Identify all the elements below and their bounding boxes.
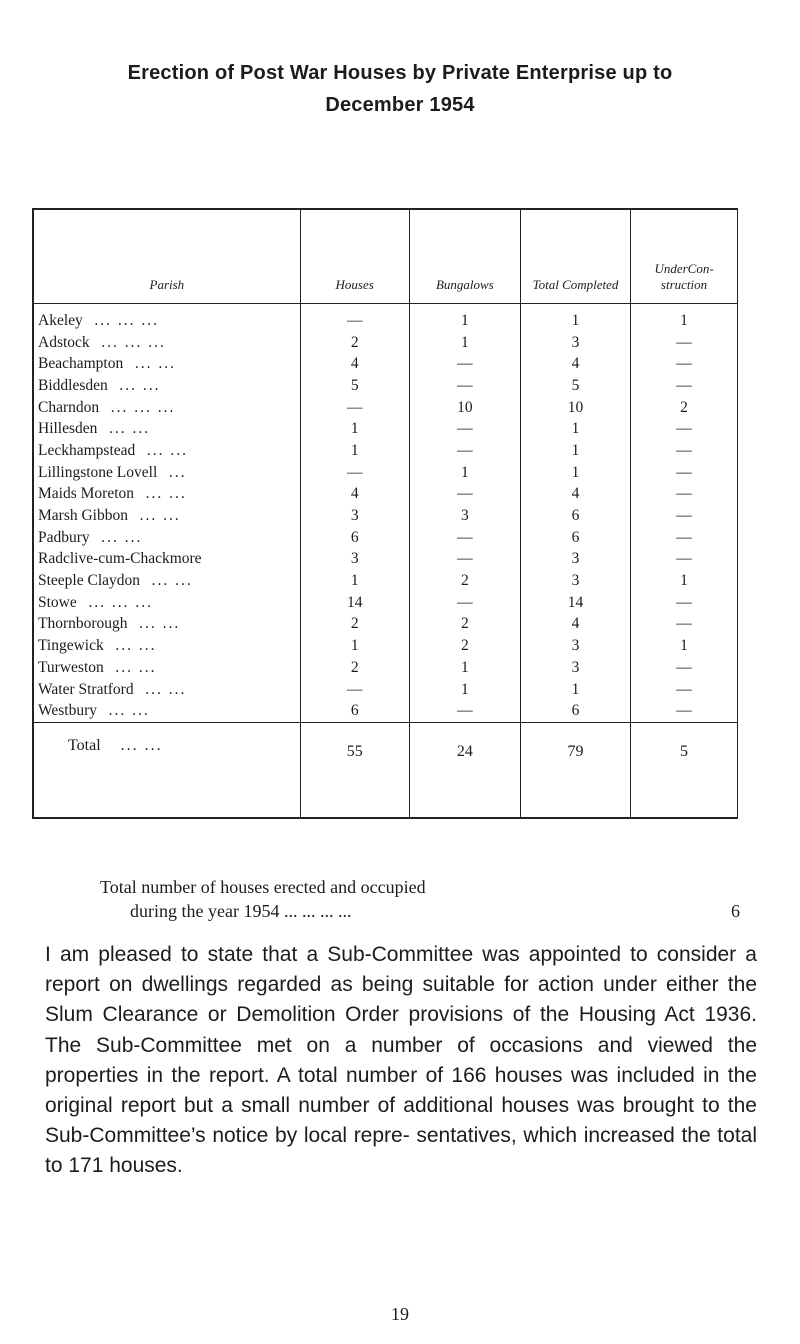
table-row bbox=[33, 418, 738, 440]
bungalows-cell: — bbox=[409, 418, 520, 440]
table-row bbox=[33, 679, 738, 701]
bungalows-cell: — bbox=[409, 700, 520, 722]
bungalows-cell: 1 bbox=[409, 304, 520, 332]
header-bungalows: Bungalows bbox=[409, 209, 520, 304]
bungalows-cell: 2 bbox=[409, 635, 520, 657]
parish-cell bbox=[33, 418, 300, 440]
bungalows-cell: 2 bbox=[409, 570, 520, 592]
total-completed-cell: 6 bbox=[520, 700, 630, 722]
summary-statement bbox=[100, 875, 740, 923]
bungalows-cell: — bbox=[409, 484, 520, 506]
houses-cell: 6 bbox=[300, 527, 409, 549]
under-construction-cell: — bbox=[631, 353, 738, 375]
table-row bbox=[33, 440, 738, 462]
total-completed-cell: 3 bbox=[520, 635, 630, 657]
total-completed: 79 bbox=[520, 723, 630, 819]
total-label-cell bbox=[33, 723, 300, 819]
parish-name: Akeley bbox=[38, 311, 83, 329]
parish-name: Turweston bbox=[38, 658, 104, 676]
total-completed-cell: 3 bbox=[520, 332, 630, 354]
under-construction-cell: — bbox=[631, 332, 738, 354]
leader-dots: ... ... bbox=[139, 615, 181, 633]
table-row bbox=[33, 375, 738, 397]
leader-dots: ... ... bbox=[134, 355, 176, 373]
under-construction-cell: — bbox=[631, 462, 738, 484]
total-completed-cell: 1 bbox=[520, 679, 630, 701]
houses-cell: 14 bbox=[300, 592, 409, 614]
houses-cell: 4 bbox=[300, 484, 409, 506]
table-row bbox=[33, 527, 738, 549]
table-row bbox=[33, 700, 738, 722]
total-under-construction: 5 bbox=[631, 723, 738, 819]
parish-name: Lillingstone Lovell bbox=[38, 463, 158, 481]
total-completed-cell: 10 bbox=[520, 397, 630, 419]
leader-dots: ... ... bbox=[115, 637, 157, 655]
bungalows-cell: — bbox=[409, 549, 520, 571]
bungalows-cell: 2 bbox=[409, 614, 520, 636]
total-completed-cell: 4 bbox=[520, 353, 630, 375]
leader-dots: ... ... bbox=[109, 420, 151, 438]
table-body bbox=[33, 304, 738, 723]
houses-cell: 2 bbox=[300, 614, 409, 636]
table-row bbox=[33, 592, 738, 614]
parish-name: Steeple Claydon bbox=[38, 572, 141, 590]
leader-dots: ... ... ... bbox=[94, 311, 160, 329]
houses-cell: 5 bbox=[300, 375, 409, 397]
bungalows-cell: 1 bbox=[409, 657, 520, 679]
table-row bbox=[33, 484, 738, 506]
bungalows-cell: — bbox=[409, 375, 520, 397]
parish-name: Biddlesden bbox=[38, 376, 108, 394]
parish-cell bbox=[33, 462, 300, 484]
parish-cell bbox=[33, 353, 300, 375]
parish-cell bbox=[33, 440, 300, 462]
bungalows-cell: — bbox=[409, 353, 520, 375]
total-completed-cell: 5 bbox=[520, 375, 630, 397]
houses-cell: — bbox=[300, 679, 409, 701]
bungalows-cell: 3 bbox=[409, 505, 520, 527]
table-row bbox=[33, 332, 738, 354]
under-construction-cell: — bbox=[631, 527, 738, 549]
bungalows-cell: 1 bbox=[409, 462, 520, 484]
parish-cell bbox=[33, 484, 300, 506]
under-construction-cell: — bbox=[631, 679, 738, 701]
parish-name: Adstock bbox=[38, 333, 90, 351]
body-paragraph: I am pleased to state that a Sub-Committee was appointed to consider a report on dwellings regarded as being suitable for action under either the Slum Clearance or Demolition Order provisions of the Housing Act 1936. The Sub-Committee met on a number of occasions and viewed the properties in the report. A total number of 166 houses was included in the original report but a small number of additional houses was brought to the Sub-Committee’s notice by local repre- sentatives, which increased the total to 171 houses. bbox=[45, 943, 757, 1178]
total-completed-cell: 4 bbox=[520, 614, 630, 636]
houses-cell: 2 bbox=[300, 657, 409, 679]
houses-cell: 4 bbox=[300, 353, 409, 375]
leader-dots: ... ... ... bbox=[101, 333, 166, 351]
bungalows-cell: 10 bbox=[409, 397, 520, 419]
total-bungalows: 24 bbox=[409, 723, 520, 819]
parish-cell bbox=[33, 635, 300, 657]
under-construction-cell: — bbox=[631, 614, 738, 636]
parish-cell bbox=[33, 657, 300, 679]
leader-dots: ... ... bbox=[101, 528, 143, 546]
parish-name: Leckhampstead bbox=[38, 441, 136, 459]
houses-cell: 3 bbox=[300, 549, 409, 571]
parish-name: Marsh Gibbon bbox=[38, 507, 128, 525]
table-row bbox=[33, 505, 738, 527]
bungalows-cell: — bbox=[409, 592, 520, 614]
parish-cell bbox=[33, 592, 300, 614]
parish-cell bbox=[33, 527, 300, 549]
total-completed-cell: 3 bbox=[520, 657, 630, 679]
parish-name: Westbury bbox=[38, 702, 98, 720]
total-completed-cell: 3 bbox=[520, 570, 630, 592]
parish-cell bbox=[33, 375, 300, 397]
page-title bbox=[40, 57, 760, 121]
leader-dots: ... ... bbox=[108, 702, 150, 720]
table-header-row bbox=[33, 209, 738, 304]
parish-name: Radclive-cum-Chackmore bbox=[38, 550, 202, 568]
leader-dots: ... ... bbox=[139, 507, 181, 525]
total-completed-cell: 14 bbox=[520, 592, 630, 614]
bungalows-cell: 1 bbox=[409, 679, 520, 701]
total-completed-cell: 3 bbox=[520, 549, 630, 571]
under-construction-cell: 1 bbox=[631, 304, 738, 332]
table-row bbox=[33, 614, 738, 636]
under-construction-cell: — bbox=[631, 505, 738, 527]
houses-cell: 6 bbox=[300, 700, 409, 722]
under-construction-cell: — bbox=[631, 484, 738, 506]
total-houses: 55 bbox=[300, 723, 409, 819]
table-row bbox=[33, 635, 738, 657]
title-line-1: Erection of Post War Houses by Private Enterprise up to bbox=[127, 62, 673, 84]
leader-dots: ... ... bbox=[115, 658, 157, 676]
leader-dots: ... ... bbox=[145, 485, 187, 503]
houses-table bbox=[32, 208, 738, 819]
total-completed-cell: 4 bbox=[520, 484, 630, 506]
total-completed-cell: 1 bbox=[520, 304, 630, 332]
under-construction-cell: — bbox=[631, 657, 738, 679]
header-parish: Parish bbox=[33, 209, 300, 304]
leader-dots: ... ... bbox=[146, 441, 189, 459]
parish-name: Thornborough bbox=[38, 615, 128, 633]
parish-name: Stowe bbox=[38, 593, 77, 611]
under-construction-cell: 2 bbox=[631, 397, 738, 419]
houses-cell: 2 bbox=[300, 332, 409, 354]
bungalows-cell: — bbox=[409, 527, 520, 549]
parish-cell bbox=[33, 505, 300, 527]
under-construction-cell: — bbox=[631, 418, 738, 440]
total-completed-cell: 1 bbox=[520, 462, 630, 484]
parish-cell bbox=[33, 549, 300, 571]
parish-name: Tingewick bbox=[38, 637, 104, 655]
parish-name: Beachampton bbox=[38, 355, 124, 373]
table-row bbox=[33, 397, 738, 419]
table-row bbox=[33, 304, 738, 332]
houses-cell: 1 bbox=[300, 635, 409, 657]
parish-cell bbox=[33, 570, 300, 592]
houses-cell: 1 bbox=[300, 440, 409, 462]
parish-cell bbox=[33, 700, 300, 722]
header-under-construction: UnderCon- struction bbox=[631, 209, 738, 304]
leader-dots: ... ... bbox=[120, 737, 163, 755]
parish-name: Water Stratford bbox=[38, 680, 134, 698]
houses-cell: — bbox=[300, 397, 409, 419]
table-total-row bbox=[33, 723, 738, 819]
header-total-completed: Total Completed bbox=[520, 209, 630, 304]
under-construction-cell: — bbox=[631, 440, 738, 462]
total-completed-cell: 1 bbox=[520, 418, 630, 440]
under-construction-cell: 1 bbox=[631, 635, 738, 657]
leader-dots: ... ... bbox=[151, 572, 193, 590]
summary-line-2-row bbox=[100, 899, 740, 923]
leader-dots: ... ... bbox=[145, 680, 187, 698]
under-construction-cell: — bbox=[631, 592, 738, 614]
parish-cell bbox=[33, 332, 300, 354]
bungalows-cell: — bbox=[409, 440, 520, 462]
total-completed-cell: 6 bbox=[520, 527, 630, 549]
under-construction-cell: 1 bbox=[631, 570, 738, 592]
table-row bbox=[33, 570, 738, 592]
leader-dots: ... ... ... bbox=[110, 398, 176, 416]
table-row bbox=[33, 353, 738, 375]
parish-cell bbox=[33, 304, 300, 332]
summary-line-1: Total number of houses erected and occupied bbox=[100, 877, 426, 897]
parish-name: Charndon bbox=[38, 398, 100, 416]
leader-dots: ... ... bbox=[119, 376, 161, 394]
table-row bbox=[33, 657, 738, 679]
summary-line-2: during the year 1954 ... ... ... ... bbox=[130, 901, 352, 921]
under-construction-cell: — bbox=[631, 549, 738, 571]
total-completed-cell: 6 bbox=[520, 505, 630, 527]
under-construction-cell: — bbox=[631, 375, 738, 397]
total-label: Total bbox=[68, 737, 101, 755]
page-number: 19 bbox=[391, 1304, 409, 1324]
parish-cell bbox=[33, 614, 300, 636]
houses-cell: — bbox=[300, 304, 409, 332]
houses-cell: 1 bbox=[300, 570, 409, 592]
summary-value: 6 bbox=[731, 901, 740, 921]
leader-dots: ... ... ... bbox=[88, 593, 153, 611]
table-row bbox=[33, 462, 738, 484]
header-houses: Houses bbox=[300, 209, 409, 304]
under-construction-cell: — bbox=[631, 700, 738, 722]
parish-name: Hillesden bbox=[38, 420, 98, 438]
parish-cell bbox=[33, 397, 300, 419]
parish-name: Maids Moreton bbox=[38, 485, 135, 503]
parish-name: Padbury bbox=[38, 528, 90, 546]
bungalows-cell: 1 bbox=[409, 332, 520, 354]
title-line-2: December 1954 bbox=[325, 94, 475, 116]
leader-dots: ... bbox=[168, 463, 187, 481]
total-completed-cell: 1 bbox=[520, 440, 630, 462]
houses-cell: 1 bbox=[300, 418, 409, 440]
houses-cell: — bbox=[300, 462, 409, 484]
parish-cell bbox=[33, 679, 300, 701]
houses-cell: 3 bbox=[300, 505, 409, 527]
table-row bbox=[33, 549, 738, 571]
